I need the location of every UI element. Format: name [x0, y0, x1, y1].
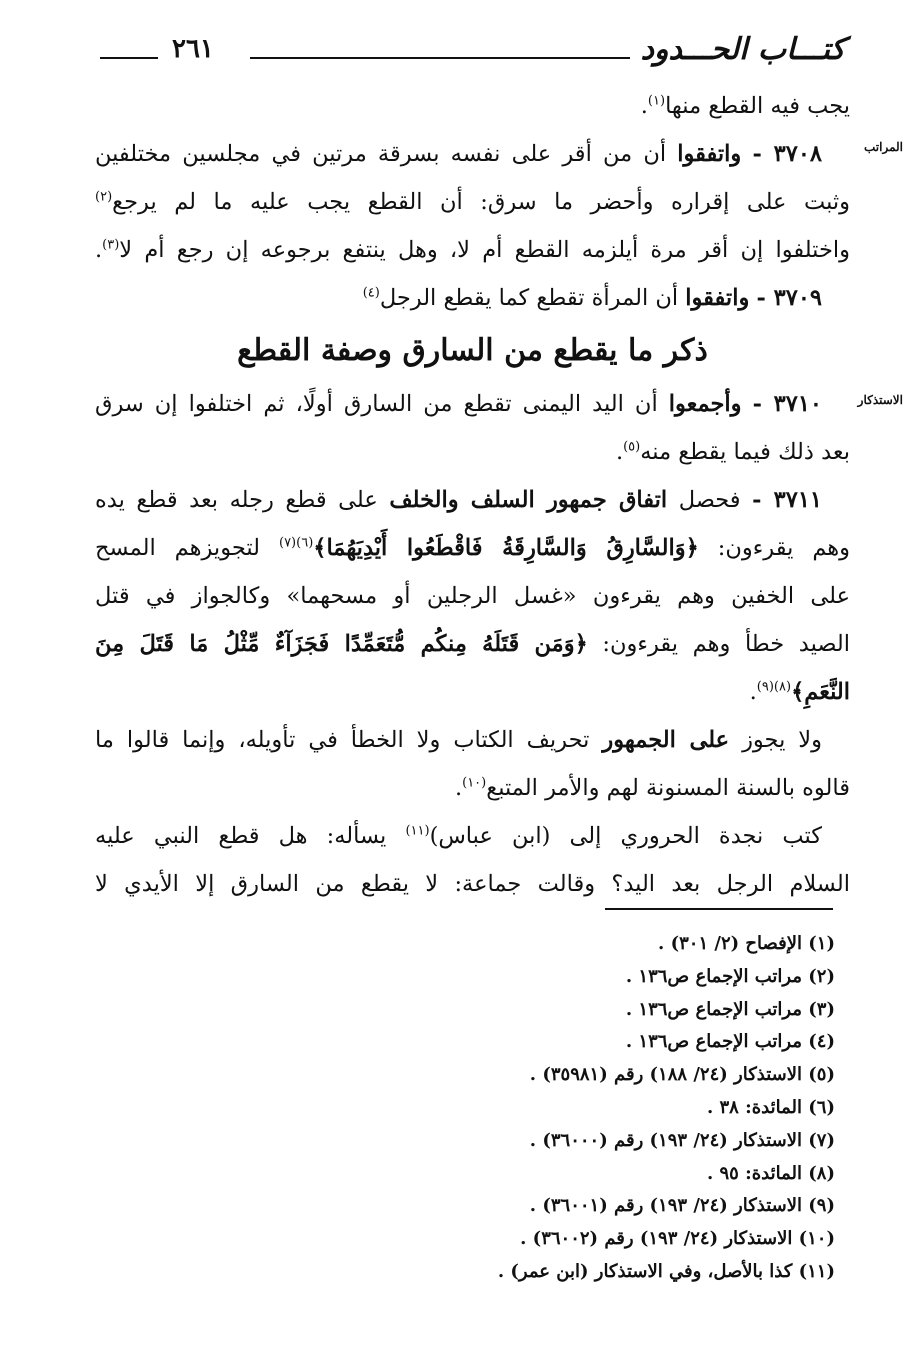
paragraph-number: ٣٧١١ - — [752, 487, 822, 513]
footnote: (٥) الاستذكار (٢٤/ ١٨٨) رقم (٣٥٩٨١) . — [529, 1064, 835, 1086]
chapter-title: كتـــاب الحـــدود — [640, 32, 845, 67]
quran-quote: النَّعَمِ﴾ — [791, 679, 850, 705]
lead-word: واتفقوا — [685, 285, 750, 311]
lead-phrase: اتفاق جمهور السلف والخلف — [389, 487, 668, 513]
text-line: الصيد خطأ وهم يقرءون: ﴿وَمَن قَتَلَهُ مِنكُم مُّتَعَمِّدًا فَجَزَآءٌ مِّثْلُ مَا قَتَلَ مِنَ — [95, 631, 850, 657]
footnote-separator — [605, 908, 833, 910]
footnote: (٣) مراتب الإجماع ص١٣٦ . — [625, 998, 835, 1020]
text-line: على الخفين وهم يقرءون «غسل الرجلين أو مسحهما» وكالجواز في قتل — [95, 583, 850, 609]
text-line: يجب فيه القطع منها$^{(١)}$. — [640, 93, 850, 119]
paragraph-number: ٣٧٠٩ - — [756, 285, 822, 311]
footnote-ref: (٣) — [102, 237, 120, 253]
text-line: السلام الرجل بعد اليد؟ وقالت جماعة: لا يقطع من السارق إلا الأيدي لا — [95, 871, 850, 897]
footnote-ref: (١١) — [405, 823, 430, 839]
text-line: ولا يجوز على الجمهور تحريف الكتاب ولا الخطأ في تأويله، وإنما قالوا ما — [95, 727, 822, 753]
footnote: (٨) المائدة: ٩٥ . — [706, 1162, 835, 1184]
paragraph-3711: ٣٧١١ - فحصل اتفاق جمهور السلف والخلف على قطع رجله بعد قطع يده — [95, 487, 822, 513]
footnote-ref: (٢) — [95, 189, 113, 205]
section-heading: ذكر ما يقطع من السارق وصفة القطع — [237, 333, 708, 368]
footnote-ref: (٨)(٩) — [756, 679, 792, 695]
paragraph-number: ٣٧٠٨ - — [752, 141, 823, 167]
footnote: (٢) مراتب الإجماع ص١٣٦ . — [625, 965, 835, 987]
quran-quote: ﴿وَمَن قَتَلَهُ مِنكُم مُّتَعَمِّدًا فَجَزَآءٌ مِّثْلُ مَا قَتَلَ مِنَ — [95, 631, 588, 657]
footnote: (٩) الاستذكار (٢٤/ ١٩٣) رقم (٣٦٠٠١) . — [529, 1195, 835, 1217]
lead-word: وأجمعوا — [668, 391, 742, 417]
footnote-ref: (٦)(٧) — [278, 535, 314, 551]
footnote: (٤) مراتب الإجماع ص١٣٦ . — [625, 1031, 835, 1053]
footnote-ref: (٥) — [623, 439, 641, 455]
text-line: وثبت على إقراره وأحضر ما سرق: أن القطع يجب عليه ما لم يرجع$^{(٢)}$ — [95, 189, 850, 215]
footnote-ref: (١) — [647, 93, 666, 109]
lead-word: واتفقوا — [677, 141, 742, 167]
text-line: كتب نجدة الحروري إلى (ابن عباس)$^{(١١)}$ يسأله: هل قطع النبي عليه — [95, 823, 822, 849]
page-number: ٢٦١ — [172, 34, 214, 64]
text-line: وهم يقرءون: ﴿وَالسَّارِقُ وَالسَّارِقَةُ فَاقْطَعُوا أَيْدِيَهُمَا﴾$^{(٦)(٧)}$ لتجويزهم المسح — [95, 535, 850, 561]
main-text — [95, 82, 850, 908]
header-rule — [250, 57, 630, 59]
footnote: (٧) الاستذكار (٢٤/ ١٩٣) رقم (٣٦٠٠٠) . — [529, 1129, 835, 1151]
footnote-ref: (١٠) — [462, 775, 487, 791]
footnote: (١) الإفصاح (٢/ ٣٠١) . — [658, 933, 835, 954]
text-line: قالوه بالسنة المسنونة لهم والأمر المتبع$^{(١٠)}$. — [454, 775, 850, 801]
footnote-ref: (٤) — [362, 285, 380, 301]
margin-note-maratib: المراتب — [863, 140, 903, 154]
paragraph-3710: ٣٧١٠ - وأجمعوا أن اليد اليمنى تقطع من السارق أولًا، ثم اختلفوا إن سرق — [95, 391, 823, 417]
text-line: بعد ذلك فيما يقطع منه$^{(٥)}$. — [615, 439, 850, 465]
paragraph-number: ٣٧١٠ - — [752, 391, 823, 417]
text-line: واختلفوا إن أقر مرة أيلزمه القطع أم لا، وهل ينتفع برجوعه إن رجع أم لا$^{(٣)}$. — [95, 237, 850, 263]
footnote: (٦) المائدة: ٣٨ . — [706, 1096, 835, 1118]
lead-phrase: على الجمهور — [602, 727, 730, 753]
quran-quote: ﴿وَالسَّارِقُ وَالسَّارِقَةُ فَاقْطَعُوا أَيْدِيَهُمَا﴾ — [313, 535, 699, 561]
footnote: (١٠) الاستذكار (٢٤/ ١٩٣) رقم (٣٦٠٠٢) . — [520, 1228, 835, 1250]
text-line: النَّعَمِ﴾$^{(٨)(٩)}$. — [749, 679, 850, 705]
header-rule-left — [100, 57, 158, 59]
margin-note-istidhkar: الاستذكار — [857, 393, 903, 407]
running-header — [100, 28, 845, 72]
paragraph-3708: ٣٧٠٨ - واتفقوا أن من أقر على نفسه بسرقة مرتين في مجلسين مختلفين — [95, 141, 823, 167]
footnotes — [135, 928, 835, 1289]
footnote: (١١) كذا بالأصل، وفي الاستذكار (ابن عمر) . — [497, 1260, 835, 1282]
paragraph-3709: ٣٧٠٩ - واتفقوا أن المرأة تقطع كما يقطع الرجل$^{(٤)}$ — [362, 285, 822, 311]
